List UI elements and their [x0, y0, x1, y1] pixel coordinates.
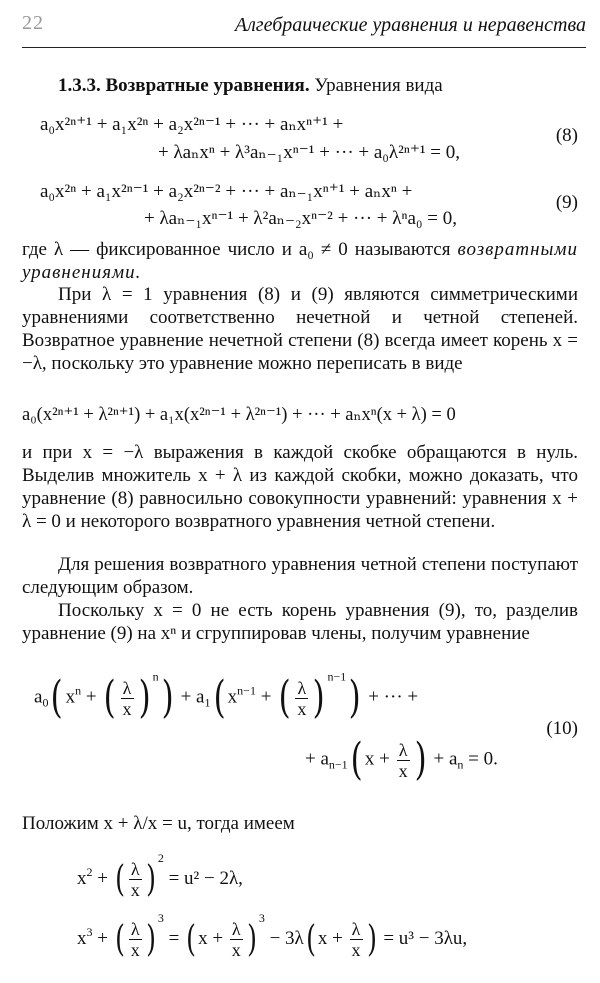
paragraph-factor: и при x = −λ выражения в каждой скобке обращаются в нуль. Выделив множитель x + λ из каждой скобки, можно доказать, что уравнение (8) равносильно совокупности уравнений: уравнения x + λ = 0 и некоторого возвратного уравнения четной степени. [22, 442, 578, 532]
equation-9-number: (9) [555, 192, 578, 213]
equation-rewrite: a₀(x²ⁿ⁺¹ + λ²ⁿ⁺¹) + a₁x(x²ⁿ⁻¹ + λ²ⁿ⁻¹) + ··· + aₙxⁿ(x + λ) = 0 [22, 405, 456, 425]
equation-10-line-2: + $a_{n-1}$( x + $\frac{\lambda}{x}$ ) + $a_n = 0$. [305, 734, 498, 785]
running-title: Алгебраические уравнения и неравенства [234, 14, 586, 36]
section-heading-tail: Уравнения вида [309, 75, 443, 96]
page-number: 22 [22, 12, 44, 34]
definition-text: где λ — фиксированное число и a₀ ≠ 0 называются [22, 239, 458, 260]
identity-cube: $x^3$ + ( $\frac{\lambda}{x}$ )$^3$ = ( x + $\frac{\lambda}{x}$ )$^3$ − 3λ( x + $\frac{\lambda}{x}$ ) = u³ − 3λu, [77, 911, 468, 961]
equation-9-line-2: + λaₙ₋₁xⁿ⁻¹ + λ²aₙ₋₂xⁿ⁻² + ··· + λⁿa₀ = 0, [144, 208, 457, 229]
header-rule [22, 47, 586, 48]
paragraph-definition [22, 238, 578, 284]
equation-10-line-1: $a_0$( $x^n$ + ( $\frac{\lambda}{x}$ ) $^n) + a_1$( $x^{n-1}$ + ( $\frac{\lambda}{x}$ ) $^{n-1}$) + ··· + [34, 669, 419, 723]
identity-square-rhs: = u² − 2λ, [168, 868, 243, 889]
identity-square: $x^2$ + ( $\frac{\lambda}{x}$ )$^2$ = u² − 2λ, [77, 851, 243, 901]
equation-10-number: (10) [546, 718, 578, 739]
paragraph-even-method: Для решения возвратного уравнения четной степени поступают следующим образом. [22, 554, 578, 598]
section-heading-line [58, 74, 578, 97]
page-header [22, 12, 586, 42]
section-heading: 1.3.3. Возвратные уравнения. [58, 75, 310, 96]
definition-term: возвратными уравнениями. [22, 239, 578, 283]
equation-8-line-2: + λaₙxⁿ + λ³aₙ₋₁xⁿ⁻¹ + ··· + a₀λ²ⁿ⁺¹ = 0, [158, 142, 461, 163]
paragraph-symmetric: При λ = 1 уравнения (8) и (9) являются симметрическими уравнениями соответственно нечетной и четной степеней. Возвратное уравнение нечетной степени (8) всегда имеет корень x = −λ, поскольку это уравнение можно переписать в виде [22, 284, 578, 374]
equation-8-number: (8) [555, 125, 578, 146]
paragraph-divide: Поскольку x = 0 не есть корень уравнения (9), то, разделив уравнение (9) на xⁿ и сгруппировав члены, получим уравнение [22, 600, 578, 644]
equation-9-line-1: a₀x²ⁿ + a₁x²ⁿ⁻¹ + a₂x²ⁿ⁻² + ··· + aₙ₋₁xⁿ⁺¹ + aₙxⁿ + [40, 181, 413, 202]
equation-8-line-1: a₀x²ⁿ⁺¹ + a₁x²ⁿ + a₂x²ⁿ⁻¹ + ··· + aₙxⁿ⁺¹ + [40, 114, 344, 135]
substitution-line: Положим x + λ/x = u, тогда имеем [22, 813, 295, 834]
identity-cube-rhs: = u³ − 3λu, [383, 928, 468, 949]
